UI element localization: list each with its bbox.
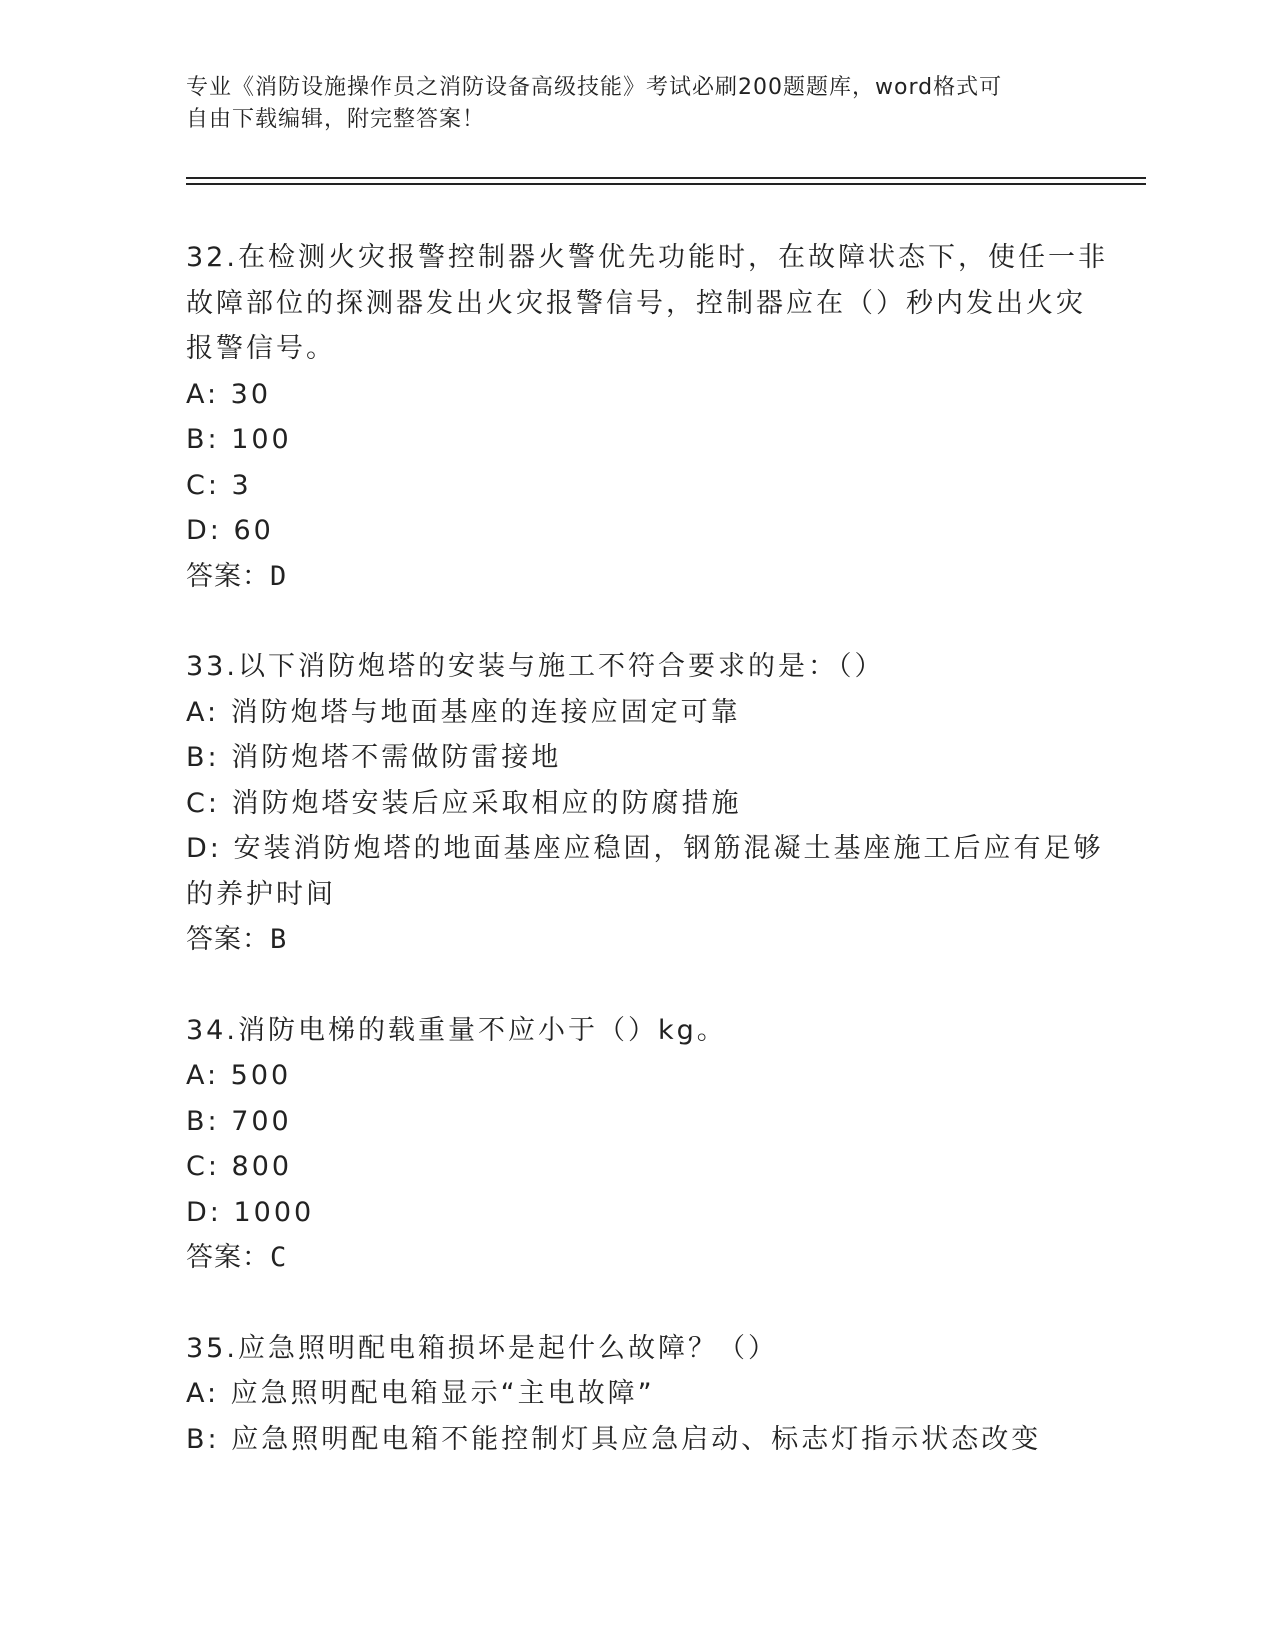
option-d: D: 1000 [186, 1196, 315, 1228]
option-c: C: 消防炮塔安装后应采取相应的防腐措施 [186, 787, 742, 819]
option-a: A: 30 [186, 378, 272, 410]
question-33 [186, 644, 1104, 963]
question-text: 35.应急照明配电箱损坏是起什么故障？（） [186, 1332, 778, 1364]
question-text: 34.消防电梯的载重量不应小于（）kg。 [186, 1014, 727, 1046]
option-b: B: 100 [186, 424, 292, 455]
header-line: 自由下载编辑，附完整答案！ [186, 107, 486, 132]
question-text: 报警信号。 [186, 333, 336, 364]
question-34 [186, 1008, 1086, 1281]
answer-line [186, 554, 1086, 600]
document-header [186, 72, 1086, 136]
option-d: D: 安装消防炮塔的地面基座应稳固，钢筋混凝土基座施工后应有足够 [186, 833, 1104, 864]
answer-value: C [270, 1242, 288, 1273]
answer-line [186, 1235, 1086, 1281]
answer-value: D [270, 560, 288, 592]
option-d-continued: 的养护时间 [186, 878, 336, 910]
question-text: 故障部位的探测器发出火灾报警信号，控制器应在（）秒内发出火灾 [186, 287, 1086, 319]
option-c: C: 3 [186, 469, 252, 501]
option-b: B: 消防炮塔不需做防雷接地 [186, 742, 562, 773]
option-a: A: 消防炮塔与地面基座的连接应固定可靠 [186, 696, 741, 728]
option-b: B: 700 [186, 1105, 292, 1137]
answer-label: 答案： [186, 924, 270, 955]
header-divider-top [186, 177, 1146, 179]
question-text: 33.以下消防炮塔的安装与施工不符合要求的是：（） [186, 651, 885, 682]
option-a: A: 应急照明配电箱显示“主电故障” [186, 1378, 655, 1409]
question-list [186, 235, 1108, 1507]
option-d: D: 60 [186, 515, 274, 546]
header-line: 专业《消防设施操作员之消防设备高级技能》考试必刷200题题库，word格式可 [186, 75, 1003, 100]
option-c: C: 800 [186, 1151, 293, 1182]
option-a: A: 500 [186, 1060, 292, 1091]
question-32 [186, 235, 1108, 599]
answer-value: B [270, 924, 288, 955]
option-b: B: 应急照明配电箱不能控制灯具应急启动、标志灯指示状态改变 [186, 1423, 1042, 1455]
header-divider-bottom [186, 183, 1146, 185]
answer-line [186, 917, 1086, 963]
answer-label: 答案： [186, 560, 270, 592]
question-text: 32.在检测火灾报警控制器火警优先功能时，在故障状态下，使任一非 [186, 242, 1108, 273]
question-35 [186, 1326, 1086, 1463]
answer-label: 答案： [186, 1242, 270, 1273]
